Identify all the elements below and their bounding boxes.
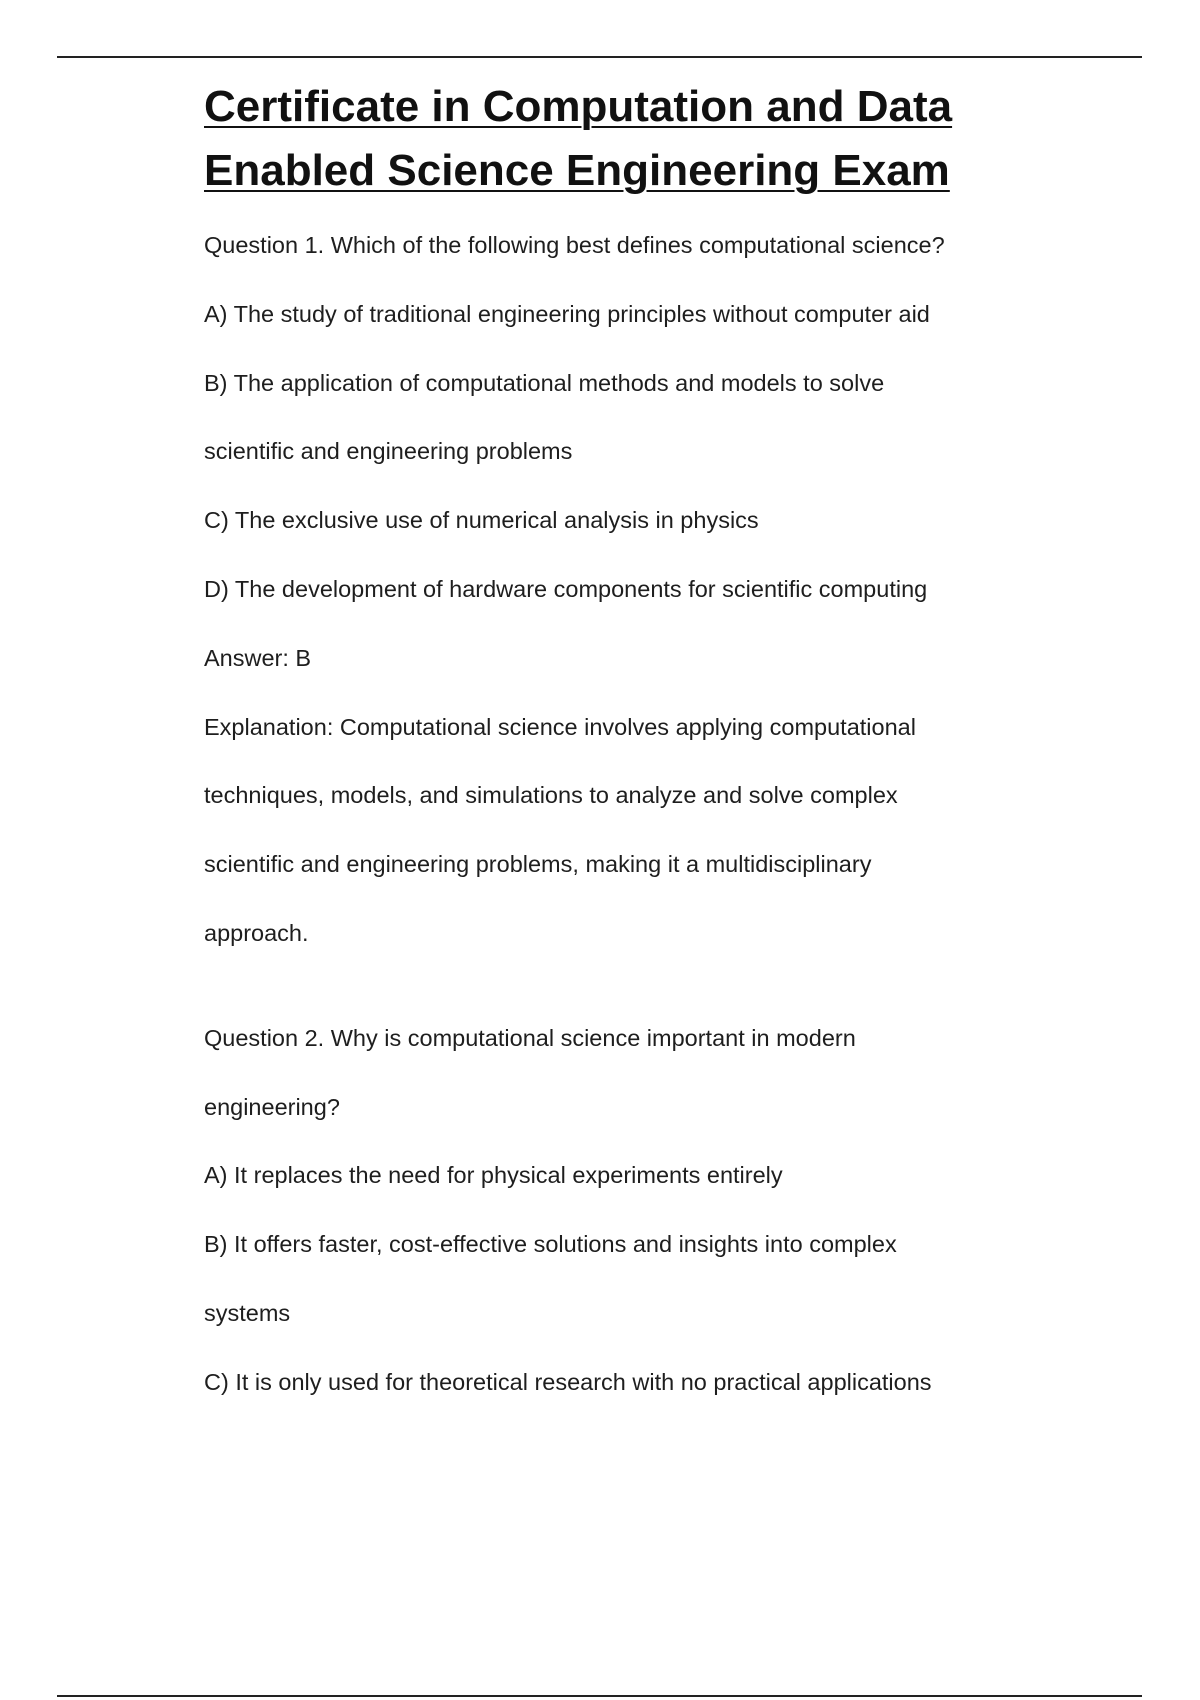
question-1-answer: Answer: B [204,644,312,671]
question-2 [204,1004,1054,1417]
question-1-text: Question 1. Which of the following best defines computational science? [204,232,945,258]
question-2-text: Question 2. Why is computational science important in modern [204,1024,856,1051]
question-2-option-a: A) It replaces the need for physical experiments entirely [204,1162,783,1189]
question-2-option-b-cont: systems [204,1299,291,1326]
title-line: Enabled Science Engineering Exam [204,146,950,195]
question-1-option-a: A) The study of traditional engineering principles without computer aid [204,300,930,327]
document-title [204,75,1054,203]
title-line: Certificate in Computation and Data [204,82,953,131]
question-1-explanation: Explanation: Computational science involves applying computational [204,713,916,740]
question-2-text-cont: engineering? [204,1093,340,1120]
question-1-option-b-cont: scientific and engineering problems [204,438,573,465]
question-1-explanation-cont: approach. [204,919,309,946]
question-1-option-c: C) The exclusive use of numerical analysis in physics [204,507,759,534]
bottom-rule [57,1695,1142,1697]
question-1-option-d: D) The development of hardware components for scientific computing [204,575,928,602]
question-1-option-b: B) The application of computational methods and models to solve [204,369,885,396]
question-1-explanation-cont: scientific and engineering problems, making it a multidisciplinary [204,851,872,878]
question-1-explanation-cont: techniques, models, and simulations to analyze and solve complex [204,782,898,809]
top-rule [57,56,1142,58]
question-1 [204,211,1054,968]
question-2-option-c: C) It is only used for theoretical research with no practical applications [204,1368,932,1395]
document-body [204,75,1054,1417]
question-2-option-b: B) It offers faster, cost-effective solutions and insights into complex [204,1231,897,1258]
